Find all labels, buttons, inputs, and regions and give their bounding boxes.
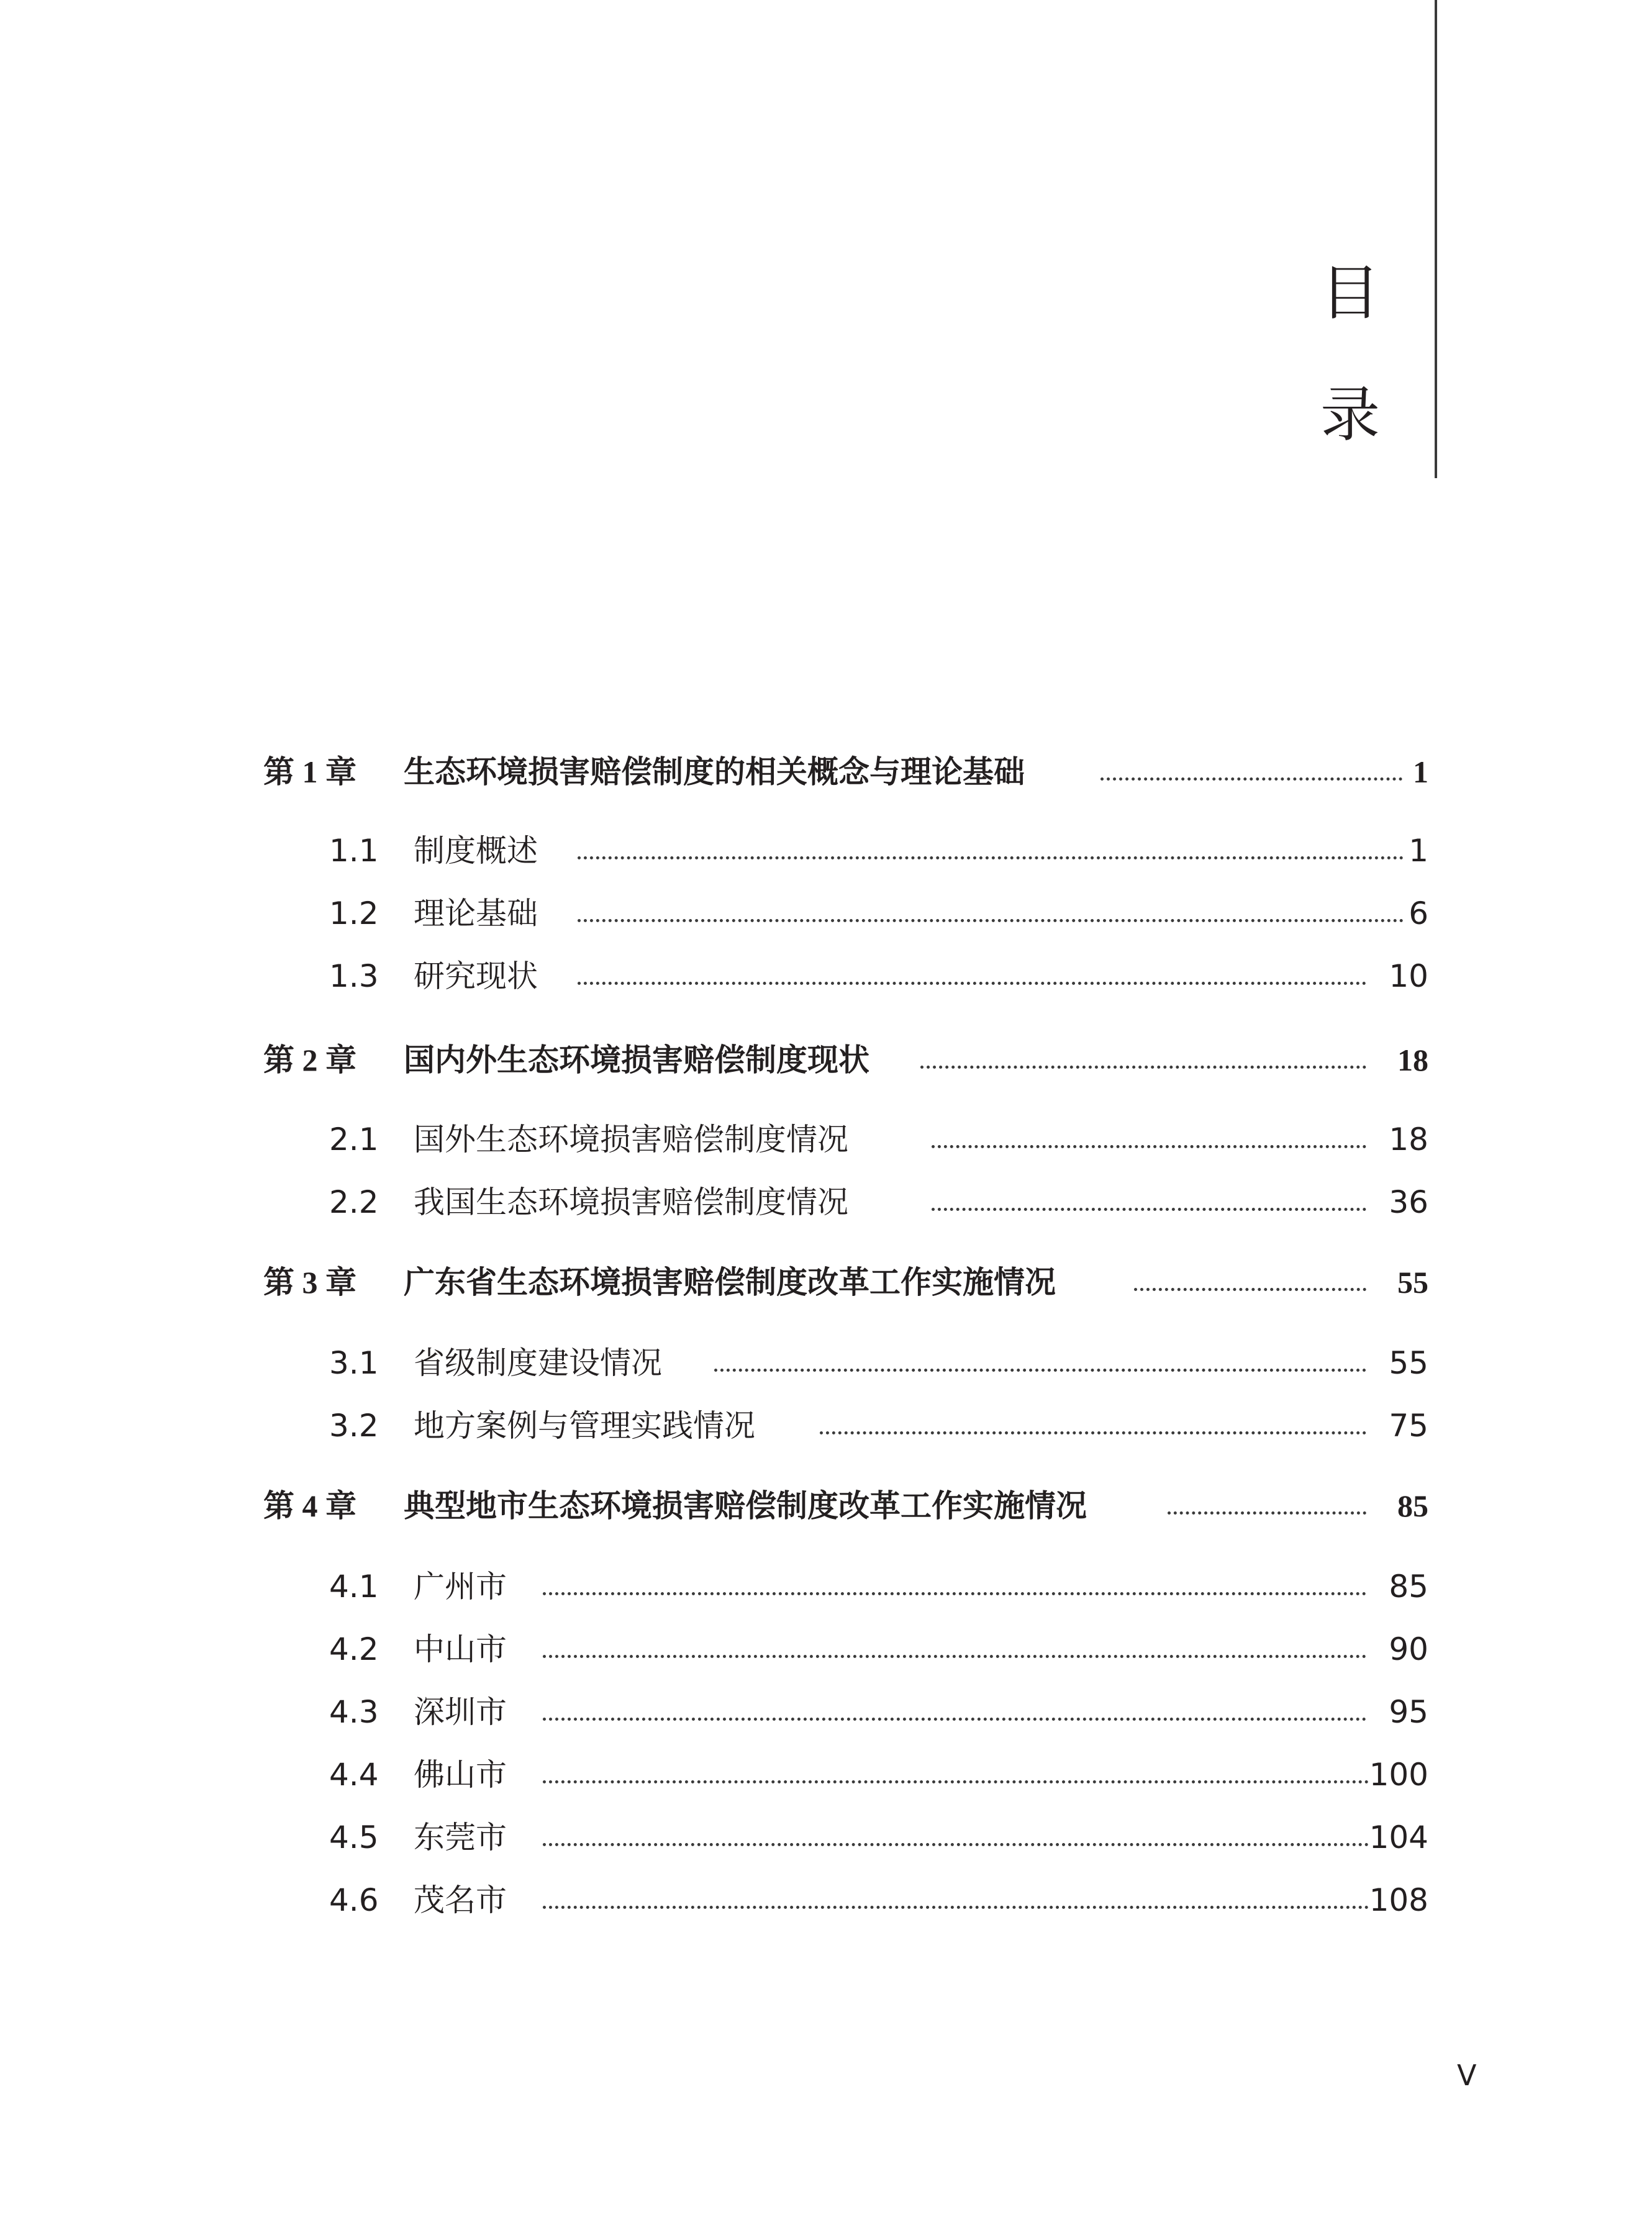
section-title: 广州市 (414, 1569, 507, 1605)
page-number: 1 (1413, 754, 1428, 789)
section-number: 4.2 (329, 1631, 379, 1667)
toc-section-4-2[interactable] (0, 1628, 1652, 1671)
section-title: 东莞市 (414, 1819, 507, 1855)
section-title: 地方案例与管理实践情况 (414, 1408, 755, 1444)
section-number: 3.2 (329, 1408, 379, 1444)
dot-leader (543, 1843, 1369, 1846)
section-title: 理论基础 (414, 895, 538, 931)
toc-section-4-3[interactable] (0, 1690, 1652, 1734)
decorative-vertical-rule (1435, 0, 1437, 478)
section-title: 国外生态环境损害赔偿制度情况 (414, 1121, 848, 1157)
section-number: 3.1 (329, 1345, 379, 1381)
dot-leader (578, 982, 1366, 985)
dot-leader (543, 1780, 1369, 1783)
page-number: 18 (1389, 1121, 1428, 1157)
chapter-number: 第 2 章 (263, 1043, 356, 1077)
chapter-title: 国内外生态环境损害赔偿制度现状 (404, 1041, 869, 1078)
toc-chapter-4[interactable] (0, 1484, 1652, 1528)
section-number: 1.3 (329, 958, 379, 994)
section-number: 4.5 (329, 1819, 379, 1855)
section-number: 1.1 (329, 833, 379, 869)
page-number: 108 (1369, 1882, 1428, 1918)
toc-chapter-2[interactable] (0, 1038, 1652, 1082)
chapter-title: 生态环境损害赔偿制度的相关概念与理论基础 (404, 753, 1025, 790)
dot-leader (920, 1066, 1366, 1069)
section-number: 4.3 (329, 1694, 379, 1730)
dot-leader (578, 919, 1404, 922)
section-title: 研究现状 (414, 958, 538, 994)
toc-chapter-3[interactable] (0, 1261, 1652, 1304)
toc-section-4-4[interactable] (0, 1753, 1652, 1796)
chapter-number: 第 1 章 (263, 754, 356, 789)
toc-section-1-1[interactable] (0, 829, 1652, 872)
dot-leader (820, 1431, 1366, 1434)
dot-leader (932, 1145, 1366, 1148)
section-title: 省级制度建设情况 (414, 1345, 662, 1381)
section-number: 4.1 (329, 1569, 379, 1605)
page-number: 90 (1389, 1631, 1428, 1667)
section-title: 深圳市 (414, 1694, 507, 1730)
page-number: 1 (1409, 833, 1428, 869)
chapter-title: 典型地市生态环境损害赔偿制度改革工作实施情况 (404, 1487, 1087, 1524)
dot-leader (543, 1592, 1366, 1595)
section-number: 4.4 (329, 1757, 379, 1793)
section-number: 2.2 (329, 1184, 379, 1220)
page-number: 95 (1389, 1694, 1428, 1730)
toc-chapter-1[interactable] (0, 750, 1652, 794)
dot-leader (932, 1208, 1366, 1211)
dot-leader (578, 856, 1404, 859)
page-number: 10 (1389, 958, 1428, 994)
page-number: 75 (1389, 1408, 1428, 1444)
toc-section-4-1[interactable] (0, 1565, 1652, 1608)
toc-section-2-1[interactable] (0, 1118, 1652, 1161)
dot-leader (543, 1655, 1366, 1658)
page-number: 85 (1389, 1569, 1428, 1605)
section-number: 2.1 (329, 1121, 379, 1157)
toc-section-4-5[interactable] (0, 1816, 1652, 1859)
dot-leader (1134, 1288, 1366, 1291)
page-number: 55 (1397, 1265, 1428, 1300)
dot-leader (1101, 777, 1402, 781)
section-number: 1.2 (329, 895, 379, 931)
page-number: 55 (1389, 1345, 1428, 1381)
toc-section-4-6[interactable] (0, 1878, 1652, 1922)
section-title: 制度概述 (414, 833, 538, 869)
page-title-char-2: 录 (1320, 380, 1380, 450)
dot-leader (714, 1369, 1366, 1372)
page-number: 18 (1397, 1043, 1428, 1077)
page-folio: V (1457, 2059, 1477, 2092)
page-number: 6 (1409, 895, 1428, 931)
section-title: 佛山市 (414, 1757, 507, 1793)
section-title: 茂名市 (414, 1882, 507, 1918)
page-number: 85 (1397, 1488, 1428, 1523)
toc-section-1-2[interactable] (0, 892, 1652, 935)
section-number: 4.6 (329, 1882, 379, 1918)
section-title: 我国生态环境损害赔偿制度情况 (414, 1184, 848, 1220)
page-number: 100 (1369, 1757, 1428, 1793)
toc-section-3-1[interactable] (0, 1341, 1652, 1385)
dot-leader (1168, 1511, 1366, 1515)
page-number: 104 (1369, 1819, 1428, 1855)
chapter-number: 第 3 章 (263, 1265, 356, 1300)
dot-leader (543, 1906, 1369, 1909)
chapter-number: 第 4 章 (263, 1488, 356, 1523)
page-title-char-1: 目 (1320, 258, 1380, 328)
toc-section-2-2[interactable] (0, 1180, 1652, 1224)
section-title: 中山市 (414, 1631, 507, 1667)
chapter-title: 广东省生态环境损害赔偿制度改革工作实施情况 (404, 1264, 1056, 1300)
toc-section-3-2[interactable] (0, 1404, 1652, 1447)
toc-section-1-3[interactable] (0, 954, 1652, 998)
dot-leader (543, 1718, 1366, 1721)
page-number: 36 (1389, 1184, 1428, 1220)
